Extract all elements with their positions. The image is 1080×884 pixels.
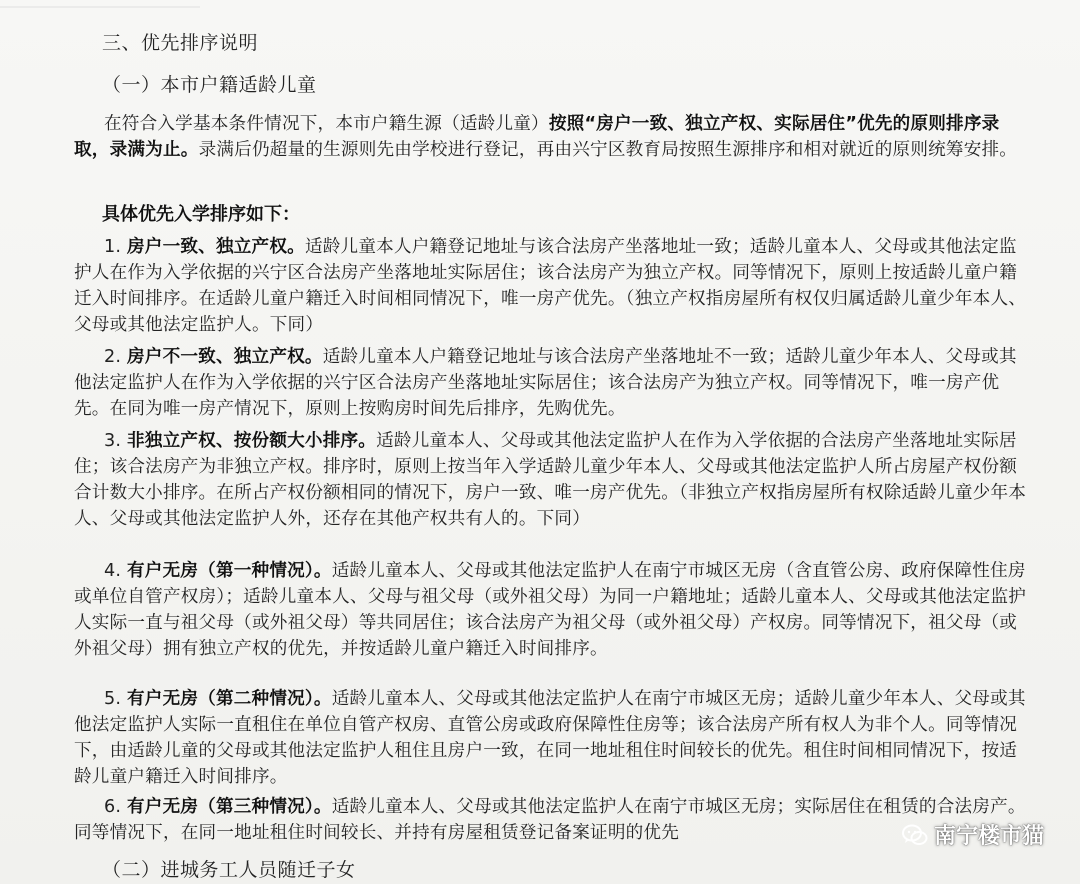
item-number: 2. (104, 347, 122, 367)
priority-item-1 (74, 234, 1034, 338)
item-text: 适龄儿童本人、父母或其他法定监护人在南宁市城区无房；实际居住在租赁的合法房产。同等情况下，在同一地址租住时间较长、并持有房屋租赁登记备案证明的优先 (74, 797, 1026, 843)
intro-text-bold: 按照“房户一致、独立产权、实际居住”优先的原则排序录取，录满为止。 (74, 114, 1000, 160)
item-text: 适龄儿童本人、父母或其他法定监护人在南宁市城区无房；适龄儿童少年本人、父母或其他法定监护人实际一直租住在单位自管产权房、直管公房或政府保障性住房等；该合法房产所有权人为非个人。同等情况下，由适龄儿童的父母或其他法定监护人租住且房户一致，在同一地址租住时间较长的优先。租住时间相同情况下，按适龄儿童户籍迁入时间排序。 (74, 689, 1026, 787)
watermark (902, 819, 1044, 850)
item-title: 有户无房（第二种情况）。 (126, 689, 332, 709)
item-text: 适龄儿童本人户籍登记地址与该合法房产坐落地址一致；适龄儿童本人、父母或其他法定监护人在作为入学依据的兴宁区合法房产坐落地址实际居住；该合法房产为独立产权。同等情况下，原则上按适龄儿童户籍迁入时间排序。在适龄儿童户籍迁入时间相同情况下，唯一房产优先。（独立产权指房屋所有权仅归属适龄儿童少年本人、父母或其他法定监护人。下同） (74, 237, 1027, 335)
item-number: 6. (104, 797, 122, 817)
item-text: 适龄儿童本人、父母或其他法定监护人在南宁市城区无房（含直管公房、政府保障性住房或单位自管产权房）；适龄儿童本人、父母与祖父母（或外祖父母）为同一户籍地址；适龄儿童本人、父母或其他法定监护人实际一直与祖父母（或外祖父母）等共同居住；该合法房产为祖父母（或外祖父母）产权房。同等情况下，祖父母（或外祖父母）拥有独立产权的优先，并按适龄儿童户籍迁入时间排序。 (74, 561, 1027, 659)
section-heading-priority-explanation: 三、优先排序说明 (102, 32, 259, 54)
item-title: 非独立产权、按份额大小排序。 (126, 431, 377, 451)
item-title: 房户不一致、独立产权。 (126, 347, 323, 367)
watermark-text: 南宁楼市猫 (933, 824, 1044, 849)
intro-paragraph (74, 111, 1034, 163)
intro-text-b: 录满后仍超量的生源则先由学校进行登记，再由兴宁区教育局按照生源排序和相对就近的原则统筹安排。 (198, 140, 1018, 160)
item-title: 有户无房（第一种情况）。 (126, 561, 332, 581)
item-number: 5. (104, 689, 122, 709)
subsection-heading-migrant-children: （二）进城务工人员随迁子女 (102, 859, 356, 881)
priority-item-6 (74, 794, 1034, 846)
intro-text-a: 在符合入学基本条件情况下，本市户籍生源（适龄儿童） (104, 114, 549, 134)
item-text: 适龄儿童本人户籍登记地址与该合法房产坐落地址不一致；适龄儿童少年本人、父母或其他法定监护人在作为入学依据的兴宁区合法房产坐落地址实际居住；该合法房产为独立产权。同等情况下，唯一房产优先。在同为唯一房产情况下，原则上按购房时间先后排序，先购优先。 (74, 347, 1017, 419)
item-number: 4. (104, 561, 122, 581)
item-title: 有户无房（第三种情况）。 (126, 797, 332, 817)
item-title: 房户一致、独立产权。 (126, 237, 305, 257)
top-edge-line (0, 0, 200, 8)
subsection-heading-local-hukou: （一）本市户籍适龄儿童 (102, 74, 317, 96)
priority-item-5 (74, 686, 1034, 790)
priority-item-4 (74, 558, 1034, 662)
priority-item-2 (74, 344, 1034, 422)
item-number: 1. (104, 237, 122, 257)
item-text: 适龄儿童本人、父母或其他法定监护人在作为入学依据的合法房产坐落地址实际居住；该合法房产为非独立产权。排序时，原则上按当年入学适龄儿童少年本人、父母或其他法定监护人所占房屋产权份额合计数大小排序。在所占产权份额相同的情况下，房户一致、唯一房产优先。（非独立产权指房屋所有权除适龄儿童少年本人、父母或其他法定监护人外，还存在其他产权共有人的。下同） (74, 431, 1027, 529)
priority-item-3 (74, 428, 1034, 532)
wechat-icon (902, 824, 928, 846)
priority-order-heading: 具体优先入学排序如下： (102, 204, 300, 225)
item-number: 3. (104, 431, 122, 451)
